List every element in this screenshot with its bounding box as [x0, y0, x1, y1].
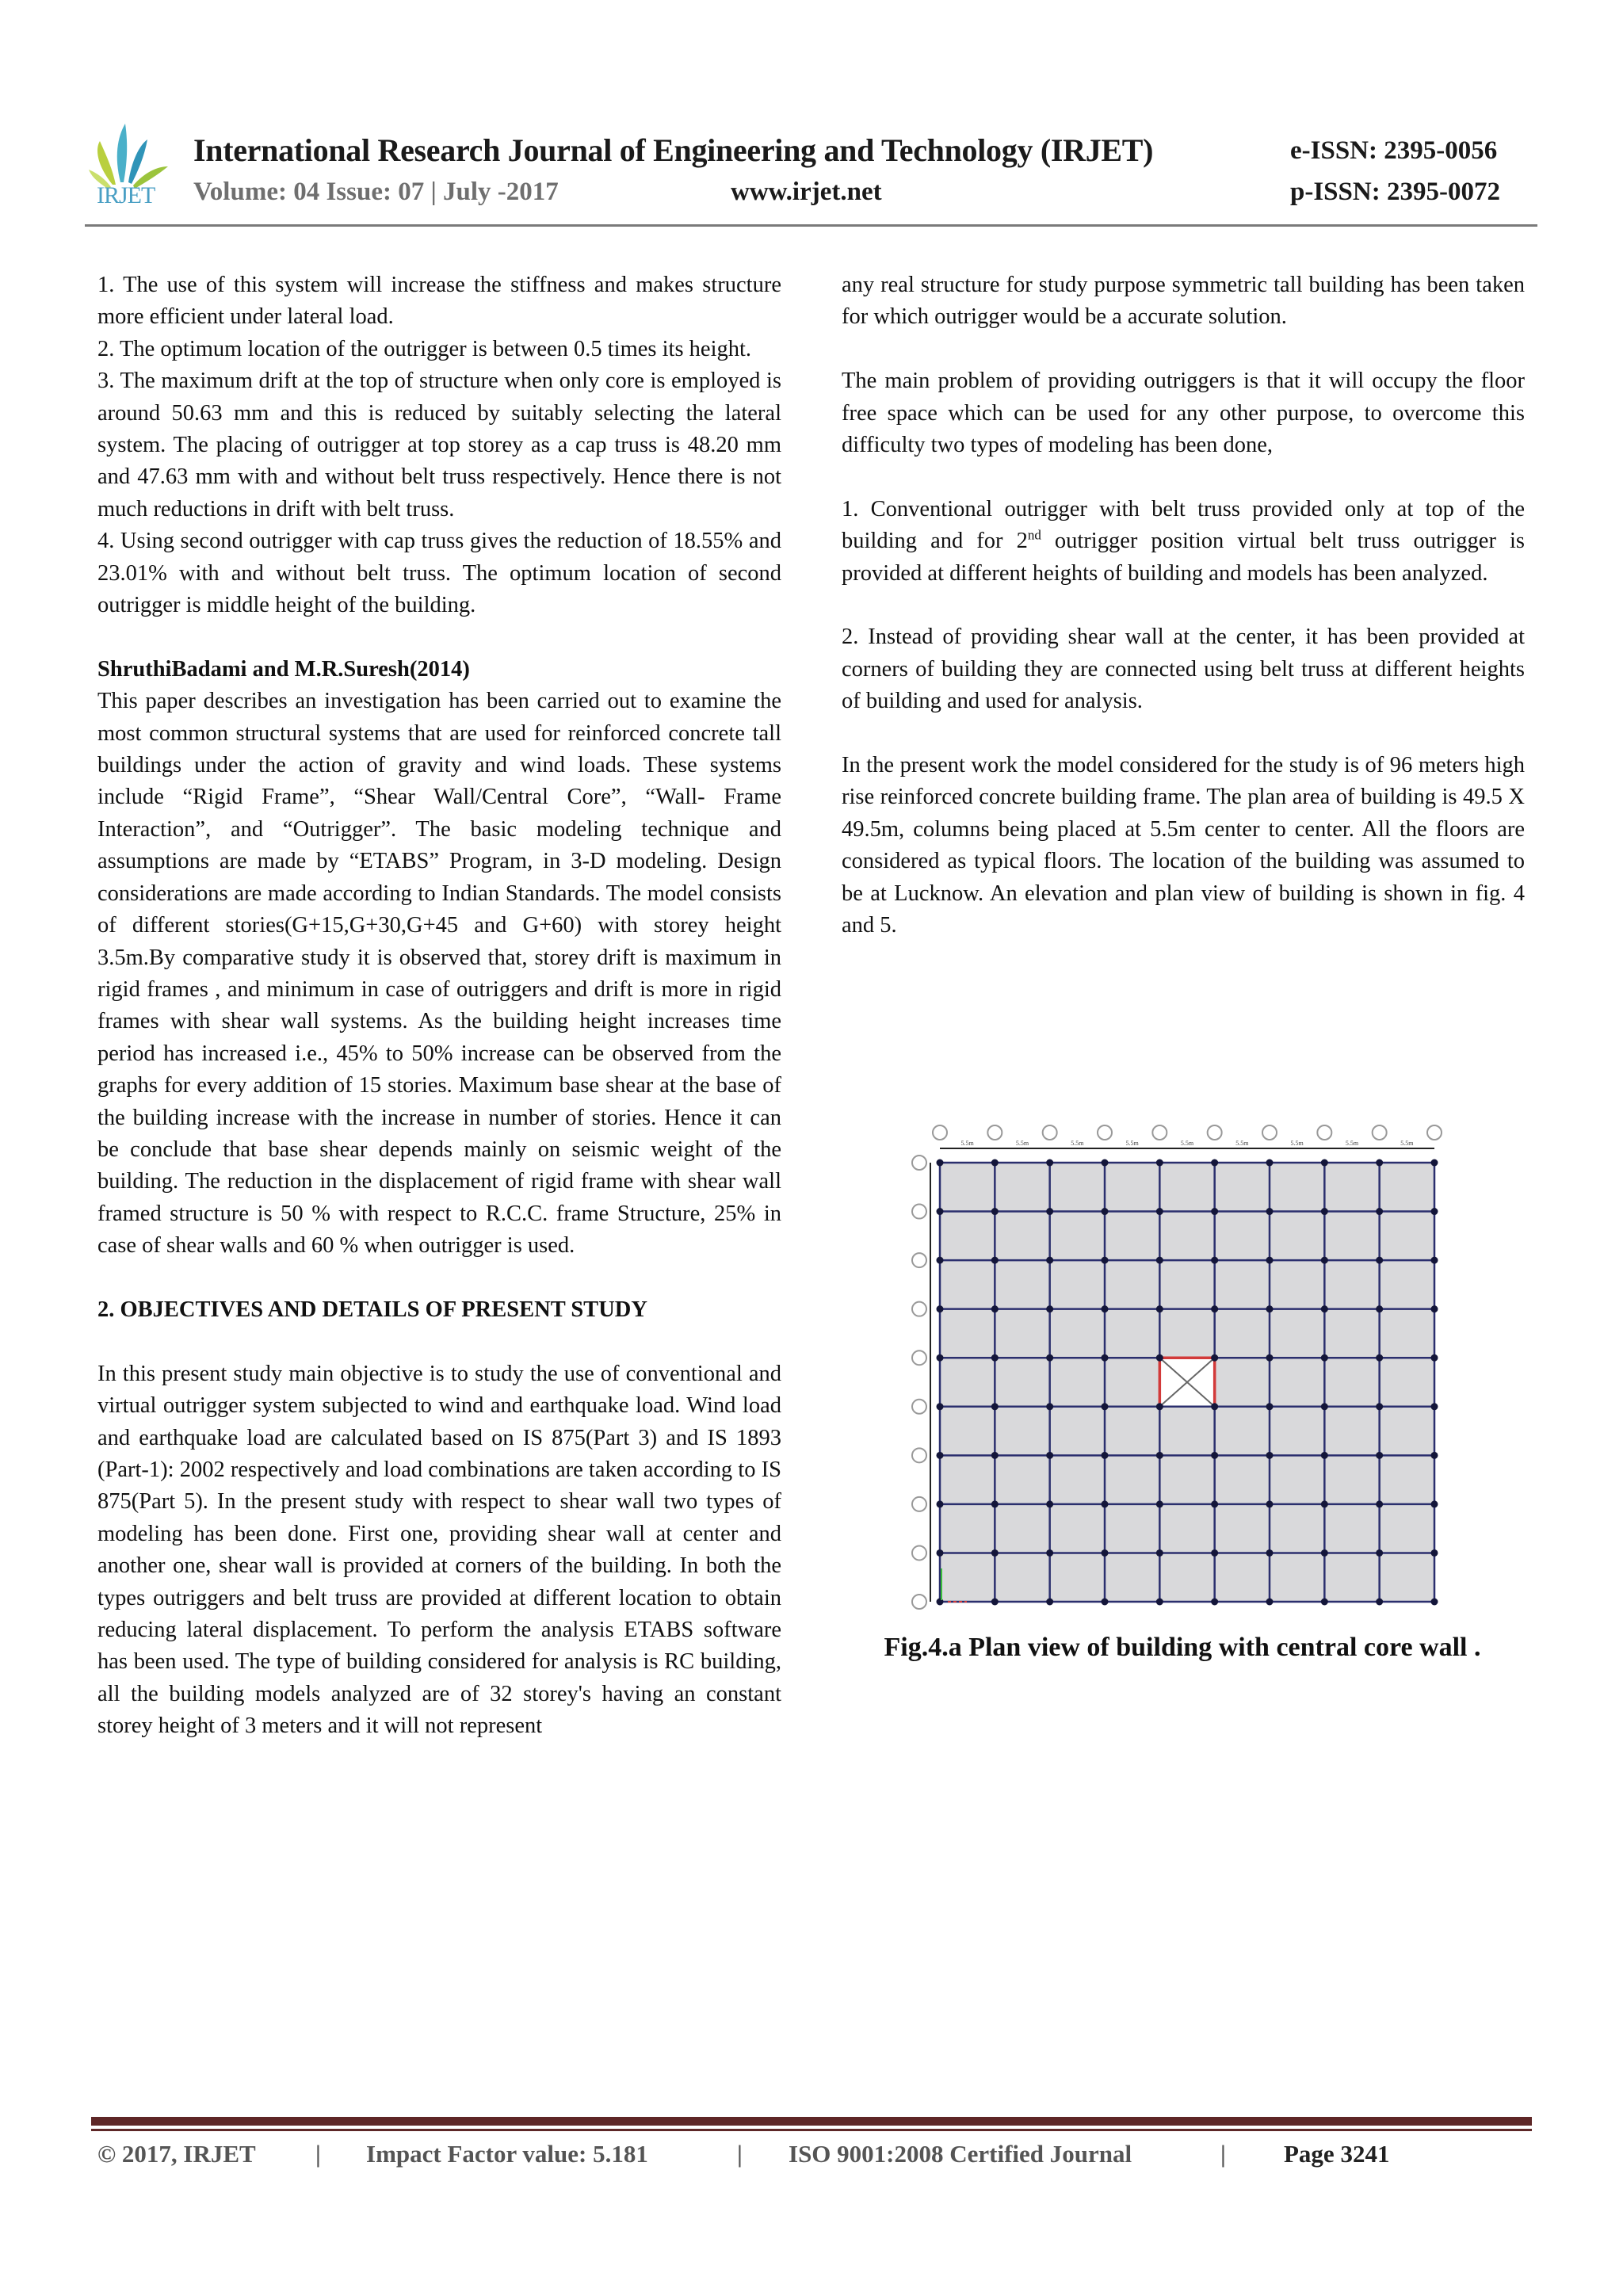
volume-issue: Volume: 04 Issue: 07 | July -2017	[193, 178, 559, 206]
website-link[interactable]: www.irjet.net	[731, 178, 882, 206]
model-2-text: 2. Instead of providing shear wall at the center, it has been provided at corners of building they are connected using belt truss at different heights of building and used for analysis.	[842, 625, 1525, 714]
continuation-text: any real structure for study purpose symmetric tall building has been taken for which outrigger would be a accurate solution.	[842, 273, 1525, 330]
footer-separator: |	[737, 2140, 743, 2168]
footer-separator: |	[1220, 2140, 1226, 2168]
copyright: © 2017, IRJET	[97, 2140, 256, 2168]
svg-text:5.5m: 5.5m	[960, 1140, 974, 1147]
svg-text:5.5m: 5.5m	[1071, 1140, 1084, 1147]
footer-divider-thin	[91, 2129, 1532, 2131]
finding-4: 4. Using second outrigger with cap truss gives the reduction of 18.55% and 23.01% with and without belt truss. The optimum location of second outrigger is middle height of the building.	[97, 529, 781, 618]
finding-2: 2. The optimum location of the outrigger is between 0.5 times its height.	[97, 336, 752, 361]
svg-text:5.5m: 5.5m	[1015, 1140, 1029, 1147]
finding-3: 3. The maximum drift at the top of structure when only core is employed is around 50.63 mm and this is reduced by suitably selecting the lateral system. The placing of outrigger at top storey as a cap truss is 48.20 mm and 47.63 mm with and without belt truss respectively. Hence there is not much reductions in drift with belt truss.	[97, 369, 781, 521]
model-1-text: 1. Conventional outrigger with belt truss provided only at top of the building and for 2nd outrigger position virtual belt truss outrigger is provided at different heights of building and models has been analyzed.	[842, 496, 1526, 586]
section-heading: 2. OBJECTIVES AND DETAILS OF PRESENT STUDY	[97, 1297, 647, 1322]
e-issn: e-ISSN: 2395-0056	[1290, 136, 1498, 165]
plan-view-figure	[911, 1121, 1442, 1613]
logo-text: IRJET	[97, 182, 155, 208]
review-text: This paper describes an investigation has been carried out to examine the most common structural systems that are used for reinforced concrete tall buildings under the action of gravity and wind loads. These systems include “Rigid Frame”, “Shear Wall/Central Core”, “Wall- Frame Interaction”, and “Outrigger”. The basic modeling technique and assumptions are made by “ETABS” Program, in 3-D modeling. Design considerations are made according to Indian Standards. The model consists of different stories(G+15,G+30,G+45 and G+60) with storey height 3.5m.By comparative study it is observed that, storey drift is maximum in rigid frames , and minimum in case of outriggers and drift is more in rigid frames with shear wall systems. As the building height increases time period has increased i.e., 45% to 50% increase can be observed from the graphs for every addition of 15 stories. Maximum base shear at the base of the building increase with the increase in number of stories. Hence it can be conclude that base shear depends mainly on seismic weight of the building. The reduction in the displacement of rigid frame with shear wall framed structure is 50 % with respect to R.C.C. frame Structure, 25% in case of shear walls and 60 % when outrigger is used.	[97, 689, 781, 1259]
svg-text:5.5m: 5.5m	[1290, 1140, 1304, 1147]
left-column	[97, 269, 781, 1743]
impact-factor: Impact Factor value: 5.181	[366, 2140, 648, 2168]
journal-title: International Research Journal of Engineering and Technology (IRJET)	[193, 132, 1154, 168]
right-column	[842, 269, 1525, 942]
finding-1: 1. The use of this system will increase the stiffness and makes structure more efficient under lateral load.	[97, 273, 781, 330]
svg-text:5.5m: 5.5m	[1180, 1140, 1194, 1147]
page-number: Page 3241	[1284, 2140, 1390, 2168]
building-plan-diagram	[911, 1121, 1442, 1613]
svg-text:5.5m: 5.5m	[1125, 1140, 1139, 1147]
certification: ISO 9001:2008 Certified Journal	[789, 2140, 1132, 2168]
footer-divider	[91, 2117, 1532, 2126]
section-text: In this present study main objective is to study the use of conventional and virtual outrigger system subjected to wind and earthquake load. Wind load and earthquake load are calculated based on IS 875(Part 3) and IS 1893 (Part-1): 2002 respectively and load combinations are taken according to IS 875(Part 5). In the present study with respect to shear wall two types of modeling has been done. First one, providing shear wall at center and another one, shear wall is provided at corners of the building. In both the types outriggers and belt truss are provided at different location to obtain reducing lateral displacement. To perform the analysis ETABS software has been used. The type of building considered for analysis is RC building, all the building models analyzed are of 32 storey's having an constant storey height of 3 meters and it will not represent	[97, 1361, 781, 1739]
header-divider	[85, 224, 1537, 227]
p-issn: p-ISSN: 2395-0072	[1290, 178, 1500, 206]
figure-caption: Fig.4.a Plan view of building with central core wall .	[884, 1633, 1481, 1662]
present-work-text: In the present work the model considered for the study is of 96 meters high rise reinforced concrete building frame. The plan area of building is 49.5 X 49.5m, columns being placed at 5.5m center to center. All the floors are considered as typical floors. The location of the building was assumed to be at Lucknow. An elevation and plan view of building is shown in fig. 4 and 5.	[842, 753, 1525, 938]
problem-text: The main problem of providing outriggers is that it will occupy the floor free space which can be used for any other purpose, to overcome this difficulty two types of modeling has been done,	[842, 369, 1525, 458]
svg-text:5.5m: 5.5m	[1235, 1140, 1249, 1147]
svg-text:5.5m: 5.5m	[1400, 1140, 1414, 1147]
svg-text:5.5m: 5.5m	[1345, 1140, 1359, 1147]
review-heading: ShruthiBadami and M.R.Suresh(2014)	[97, 656, 470, 682]
footer-separator: |	[315, 2140, 321, 2168]
